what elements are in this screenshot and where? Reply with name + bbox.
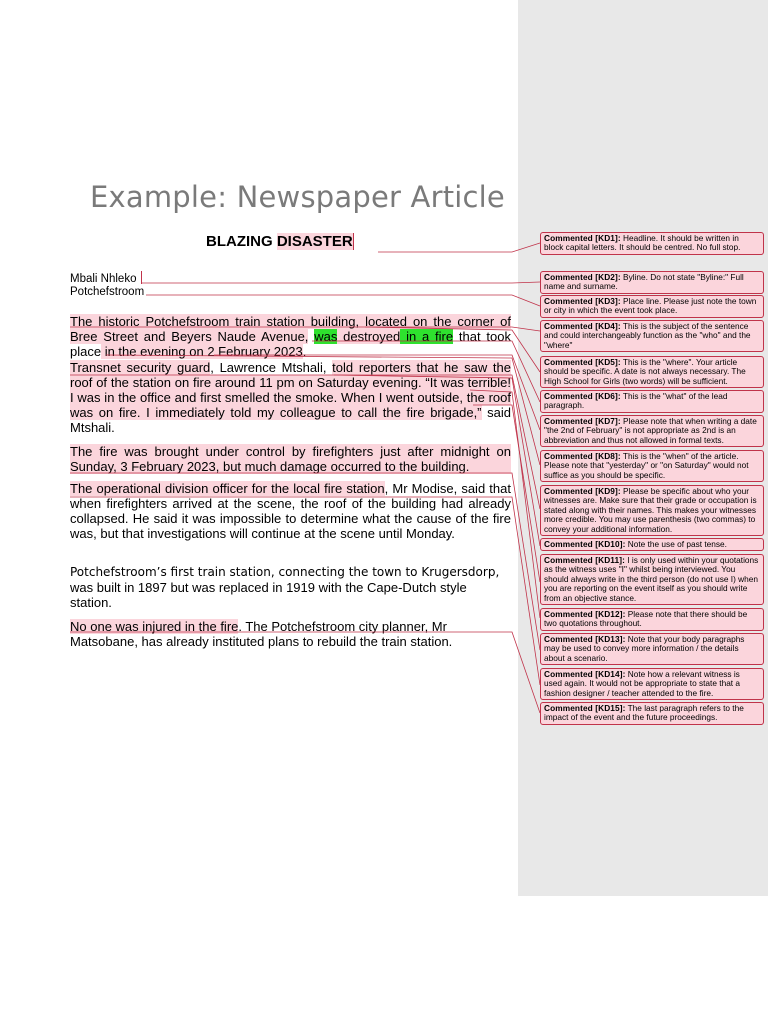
was-span[interactable]: was [314,329,338,344]
comment-kd14[interactable]: Commented [KD14]: Note how a relevant witness is used again. It would not be appropriate to state that a fashion designer / teacher attended to the fire. [540,668,764,700]
leader-kd6 [312,341,540,402]
comment-kd9[interactable]: Commented [KD9]: Please be specific about who your witnesses are. Make sure that their grade or occupation is stated along with their names. This makes your witnesses more credible. You may use parenthesis (two commas) to convey your additional information. [540,485,764,536]
comment-kd11[interactable]: Commented [KD11]: I is only used within your quotations as the witness uses "I" whilst being interviewed. You should always write in the third person (do not use I) when you are reporting on the event itself as you should write from an objective stance. [540,554,764,605]
date-span[interactable]: 2 February 2023 [207,344,303,359]
leader-kd3 [146,295,540,306]
where-span[interactable]: located on the corner of Bree Street and Beyers Naude Avenue, [70,314,512,344]
leader-kd11 [473,405,540,582]
subject-span[interactable]: The historic Potchefstroom train station building, [70,314,360,329]
comment-kd8[interactable]: Commented [KD8]: This is the "when" of the article. Please note that "yesterday" or "on Saturday" would not suffice as you should be specific. [540,450,764,482]
officer-span[interactable]: The operational division officer for the local fire station [70,481,385,496]
byline-name[interactable]: Mbali Nhleko [70,271,144,286]
page-title: Example: Newspaper Article [90,180,505,214]
byline-place[interactable]: Potchefstroom [70,286,145,298]
leader-kd15 [70,632,540,713]
destroyed-span[interactable]: destroyed [337,329,401,344]
history-paragraph: Potchefstroom’s first train station, connecting the town to Krugersdorp, was built in 1897 but was replaced in 1919 with the Cape-Dutch style station. [70,565,500,610]
witness-paragraph: Transnet security guard, Lawrence Mtshali, told reporters that he saw the roof of the station on fire around 11 pm on Saturday evening. “It was terrible! I was in the office and first smelled the smoke. When I went outside, the roof was on fire. I immediately told my colleague to call the fire brigade,” said Mtshali. [70,360,511,435]
comment-kd15[interactable]: Commented [KD15]: The last paragraph refers to the impact of the event and the future proceedings. [540,702,764,725]
comment-kd1[interactable]: Commented [KD1]: Headline. It should be written in block capital letters. It should be centred. No full stop. [540,232,764,255]
leader-kd1 [378,243,540,252]
quotation-span[interactable]: “It was terrible! I was in the office and first smelled the smoke. When [70,375,511,405]
comment-kd10[interactable]: Commented [KD10]: Note the use of past tense. [540,538,764,551]
comment-kd5[interactable]: Commented [KD5]: This is the "where". Your article should be specific. A date is not always necessary. The High School for Girls (two words) will be sufficient. [540,356,764,388]
comment-kd2[interactable]: Commented [KD2]: Byline. Do not state "Byline:" Full name and surname. [540,271,764,294]
impact-span[interactable]: No one was injured in the fire [70,619,239,634]
comment-kd7[interactable]: Commented [KD7]: Please note that when writing a date "the 2nd of February" is not appropriate as 2nd is an abbreviation and thus not allowed in formal texts. [540,415,764,447]
leader-kd8 [106,355,540,465]
comment-kd13[interactable]: Commented [KD13]: Note that your body paragraphs may be used to convey more information / the details about a scenario. [540,633,764,665]
when-span[interactable]: in the evening on [101,344,208,359]
leader-kd7 [214,355,540,430]
told-span[interactable]: told [332,360,354,375]
headline-highlight[interactable]: DISASTER [276,233,353,250]
comment-kd6[interactable]: Commented [KD6]: This is the "what" of the lead paragraph. [540,390,764,413]
closing-paragraph: No one was injured in the fire. The Potchefstroom city planner, Mr Matsobane, has already instituted plans to rebuild the train station. [70,619,453,649]
in-a-fire-span[interactable]: in a fire [400,329,454,344]
leader-kd14 [70,497,540,685]
headline-plain: BLAZING [206,233,277,250]
comment-kd3[interactable]: Commented [KD3]: Place line. Please just note the town or city in which the event took place. [540,295,764,318]
lead-paragraph: The historic Potchefstroom train station building, located on the corner of Bree Street and Beyers Naude Avenue, was destroyed in a fire that took place in the evening on 2 February 2023. [70,314,512,359]
comment-kd12[interactable]: Commented [KD12]: Please note that there should be two quotations throughout. [540,608,764,631]
leader-kd9 [70,375,540,509]
comment-kd4[interactable]: Commented [KD4]: This is the subject of the sentence and could interchangeably function as the "who" and the "where" [540,320,764,352]
first-person-span[interactable]: I [378,390,383,405]
leader-kd2 [141,282,540,283]
witness-span[interactable]: Transnet security guard [70,360,211,375]
leader-kd13 [70,473,540,650]
officer-paragraph: The operational division officer for the local fire station, Mr Modise, said that when firefighters arrived at the scene, the roof of the building had already collapsed. He said it was impossible to determine what the cause of the fire was, but that investigations will continue at the scene until Monday. [70,481,511,541]
body-paragraph[interactable]: The fire was brought under control by firefighters just after midnight on Sunday, 3 February 2023, but much damage occurred to the building. [70,444,511,474]
leader-kd10 [334,375,540,546]
